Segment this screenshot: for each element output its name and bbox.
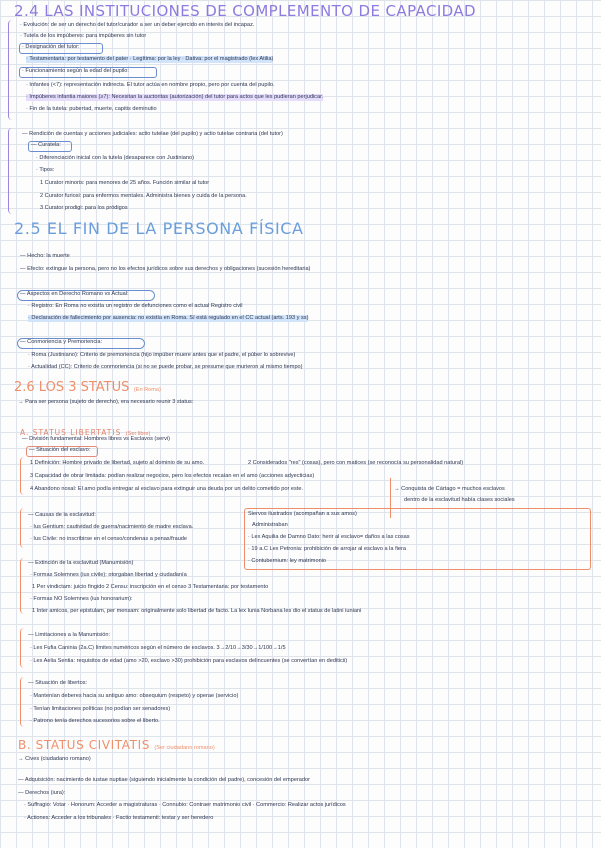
note-line: Siervos ilustrados (acompañan a sus amos) — [248, 511, 357, 517]
note-line: · Lex Aquilia de Damno Dato: herir al esclavo= daños a las cosas — [248, 534, 410, 540]
note-line: 2 Considerados "res" (cosas), pero con matices (se reconocía su personalidad natural) — [248, 460, 464, 466]
note-line: — Situación del esclavo: — [29, 447, 91, 453]
note-line: — Rendición de cuentas y acciones judiciales: actio tutelae (del pupilo) y actio tutelae contraria (del tutor) — [22, 131, 283, 137]
conquest-note: → Conquista de Cártago = muchos esclavos — [394, 486, 505, 492]
note-line: 1 Curator minoris: para menores de 25 años. Función similar al tutor — [40, 180, 210, 186]
note-line: · Ius Civile: no inscribirse en el censo/condenas a penas/fraude — [30, 536, 188, 542]
note-line: · Infantes (<7): representación indirecta. El tutor actúa en nombre propio, pero por cuenta del pupilo. — [26, 82, 275, 88]
section-2-5-title: 2.5 EL FIN DE LA PERSONA FÍSICA — [14, 219, 304, 238]
note-line: · Evolución: de ser un derecho del tutor/curador a ser un deber ejercido en interés del incapaz. — [20, 22, 255, 28]
bracket-esclavo — [20, 457, 26, 495]
note-line: · Testamentaria: por testamento del pater · Legítima: por la ley · Dativa: por el magistrado (lex Atilia) — [26, 56, 274, 62]
note-line: — Causas de la esclavitud: — [28, 512, 96, 518]
section-2-6-heading — [14, 378, 161, 396]
note-line: · Contubernium: ley matrimonio — [248, 558, 327, 564]
note-line: · Fin de la tutela: pubertad, muerte, capitis deminutio — [26, 106, 157, 112]
bracket-extincion — [20, 558, 26, 614]
note-line: — Conmoriencia y Premoriencia: — [20, 339, 103, 345]
note-line: — Situación de libertos: — [28, 680, 88, 686]
section-2-6-title: 2.6 LOS 3 STATUS — [14, 380, 130, 395]
note-line: · 19 a.C Lex Petronia: prohibición de arrojar al esclavo a la fiera — [248, 546, 406, 552]
bracket-limitaciones — [20, 628, 26, 668]
bracket-causas — [20, 508, 26, 548]
note-line: · Tutela de los impúberes: para impúberes sin tutor — [20, 33, 147, 39]
note-line: 3 Curator prodigi: para los pródigos — [40, 205, 128, 211]
note-line: · Formas Solemnes (ius civile): otorgaban libertad y ciudadanía — [30, 572, 187, 578]
note-line: Administraban — [252, 522, 288, 528]
section-2-4-title: 2.4 LAS INSTITUCIONES DE COMPLEMENTO DE CAPACIDAD — [14, 2, 476, 20]
note-line: · Actualidad (CC): Criterio de conmoriencia (si no se puede probar, se presume que murieron al mismo tiempo) — [28, 364, 303, 370]
note-line: · Formas NO Solemnes (ius honorarium): — [30, 596, 133, 602]
note-line: · Ius Gentium: cautividad de guerra/nacimiento de madre esclava. — [30, 524, 194, 530]
note-line: · Mantenían deberes hacia su antiguo amo: obsequium (respeto) y operae (servicio) — [30, 693, 239, 699]
note-line: · Impúberes infantia maiores (≥7): Necesitan la auctoritas (autorización) del tutor para actos que les pudieran perjudicar. — [26, 94, 324, 100]
bracket-curatela — [8, 128, 15, 214]
note-line: — Aspectos en Derecho Romano vs Actual: — [20, 291, 129, 297]
note-line: 4 Abandono noxal: El amo podía entregar al esclavo para extinguir una deuda por un delito cometido por este. — [30, 486, 304, 492]
note-line: — División fundamental: Hombres libres vs Esclavos (servi) — [22, 436, 170, 442]
note-line: — Extinción de la esclavitud (Manumisión) — [28, 560, 134, 566]
status-civitatis-note: (Ser ciudadano romano) — [154, 745, 215, 751]
note-line: — Curatela: — [31, 142, 61, 148]
note-line: 3 Capacidad de obrar limitada: podían realizar negocios, pero los efectos recaían en el amo (acciones adyecticias) — [30, 473, 315, 479]
bracket-2-4 — [8, 20, 15, 120]
bracket-libertos — [20, 677, 26, 727]
note-line: · Designación del tutor: — [22, 44, 80, 50]
note-line: — Hecho: la muerte — [20, 253, 70, 259]
conquest-note: dentro de la esclavitud había clases sociales — [404, 497, 515, 503]
note-line: · Patrono tenía derechos sucesorios sobre el liberto. — [30, 718, 160, 724]
note-line: · Tipos: — [36, 167, 55, 173]
note-line: — Adquisición: nacimiento de iustae nuptiae (siguiendo inicialmente la condición del padre), concesión del emperador — [18, 777, 310, 783]
note-line: · Suffragio: Votar · Honorum: Acceder a magistraturas · Connubio: Contraer matrimonio civil · Commercio: Realizar actos jurídicos — [24, 802, 346, 808]
note-line: → Cives (ciudadano romano) — [18, 756, 91, 762]
section-2-6-note: (En Roma) — [133, 387, 161, 393]
note-line: · Lex Aelia Sentia: requisitos de edad (amo >20, esclavo >30) prohibición para esclavos delincuentes (se convertían en dediticii) — [30, 658, 348, 664]
note-line: · Diferenciación inicial con la tutela (desaparece con Justiniano) — [36, 155, 194, 161]
note-line: · Actiones: Acceder a los tribunales · Factio testamenti: testar y ser heredero — [24, 815, 214, 821]
note-line: 1 Definición: Hombre privado de libertad, sujeto al dominio de su amo. — [30, 460, 205, 466]
note-line: 1 Per vindictam: juicio fingido 2 Censu: inscripción en el censo 3 Testamentaria: por testamento — [32, 584, 269, 590]
note-line: — Derechos (iura): — [18, 790, 66, 796]
note-line: · Funcionamiento según la edad del pupilo: — [22, 68, 129, 74]
note-line: — Efecto: extingue la persona, pero no los efectos jurídicos sobre sus derechos y obligaciones (sucesión hereditaria) — [20, 266, 311, 272]
status-libertatis-title: A. STATUS LIBERTATIS — [20, 428, 122, 437]
status-libertatis-note: (Ser libre) — [125, 431, 151, 437]
note-line: · Registro: En Roma no existía un registro de defunciones como el actual Registro civil — [28, 303, 243, 309]
note-line: — Limitaciones a la Manumisión: — [28, 632, 111, 638]
note-line: · Declaración de fallecimiento por ausencia: no existía en Roma. Sí está regulado en el CC actual (arts. 193 y ss) — [28, 315, 309, 321]
note-line: 2 Curator furiosi: para enfermos mentales. Administra bienes y cuida de la persona. — [40, 193, 247, 199]
note-line: 1 Inter amicos, per epistulam, per mensam: originalmente solo libertad de facto. La lex Iunia Norbana les dio el status de latini iuniani — [32, 608, 362, 614]
note-line: · Roma (Justiniano): Criterio de premoriencia (hijo impúber muere antes que el padre, el púber lo sobrevive) — [28, 352, 296, 358]
status-civitatis-heading — [18, 736, 215, 754]
status-civitatis-title: B. STATUS CIVITATIS — [18, 738, 150, 752]
note-line: → Para ser persona (sujeto de derecho), era necesario reunir 3 status: — [18, 399, 194, 405]
note-line: · Lex Fufia Caninia (2a.C) límites numéricos según el número de esclavos. 3→2/10→3/30→1/100→1/5 — [30, 645, 286, 651]
note-line: · Tenían limitaciones políticas (no podían ser senadores) — [30, 706, 171, 712]
